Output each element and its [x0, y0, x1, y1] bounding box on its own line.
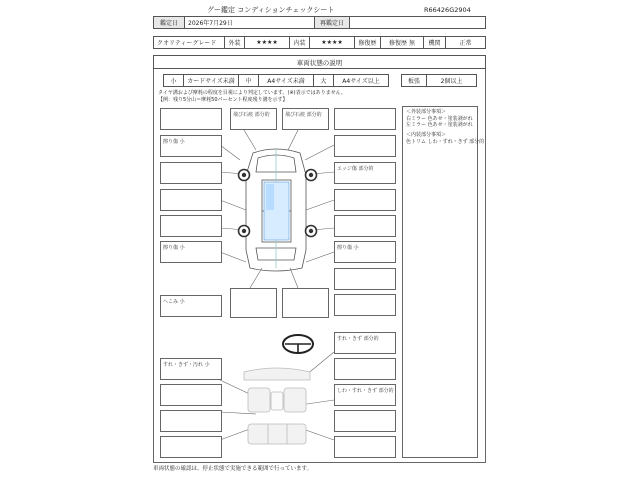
- damage-label-left-dent: へこみ 小: [163, 299, 185, 305]
- damage-box-left-4: [160, 189, 222, 211]
- damage-label-interior-wrinkle: しわ・すれ・きず 部分的: [337, 388, 394, 394]
- damage-box-right-2: [334, 135, 396, 157]
- damage-box-right-4: [334, 189, 396, 211]
- damage-box-left-8: [160, 384, 222, 406]
- damage-box-left-dent: [160, 295, 222, 317]
- damage-box-right-7: [334, 268, 396, 290]
- damage-label-top-b: 飛び石痕 部分的: [285, 112, 322, 118]
- remarks-interior-1: 色トリム しわ・すれ・きず 部分的: [406, 139, 485, 145]
- size-large-desc: A4サイズ以上: [333, 74, 389, 87]
- damage-box-left-10: [160, 436, 222, 458]
- damage-box-right-8: [334, 294, 396, 316]
- damage-label-left-upper: 擦り傷 小: [163, 139, 185, 145]
- damage-box-bottom-a: [230, 288, 277, 318]
- section-title: 車両状態の説明: [153, 55, 486, 69]
- damage-box-bottom-b: [282, 288, 329, 318]
- size-small-label: 小: [163, 74, 184, 87]
- damage-label-right-lower: 擦り傷 小: [337, 245, 359, 251]
- damage-label-right-mid: エッジ傷 部分的: [337, 166, 374, 172]
- repair-history-label: 修復歴: [354, 36, 381, 49]
- damage-box-right-3: [334, 162, 396, 184]
- damage-box-interior-wrinkle: [334, 384, 396, 406]
- damage-label-interior-stain: すれ・きず・汚れ 小: [163, 362, 210, 368]
- size-large-label: 大: [313, 74, 334, 87]
- mechanical-label: 機関: [423, 36, 446, 49]
- damage-box-right-13: [334, 436, 396, 458]
- interior-rating: ★★★★: [309, 36, 355, 49]
- reappraisal-label: 再鑑定日: [314, 16, 350, 29]
- damage-label-right-scratch: すれ・きず 部分的: [337, 336, 379, 342]
- remarks-interior-header: ＜内装部分事項＞: [406, 132, 447, 138]
- remarks-exterior-header: ＜外装部分事項＞: [406, 109, 447, 115]
- size-small-desc: カードサイズ未満: [183, 74, 239, 87]
- damage-box-left-2: [160, 135, 222, 157]
- repair-history-value: 修復歴 無: [380, 36, 424, 49]
- interior-label: 内装: [289, 36, 310, 49]
- damage-box-top-a: [230, 108, 277, 130]
- quality-grade-label: クオリティーグレード: [153, 36, 225, 49]
- damage-label-top-a: 飛び石痕 部分的: [233, 112, 270, 118]
- tire-note-line1: タイヤ溝および摩耗の程度を目視により判定しています。(※)表示ではありません。: [158, 90, 346, 96]
- appraisal-date-label: 鑑定日: [153, 16, 185, 29]
- damage-box-interior-stain: [160, 358, 222, 380]
- footer-note: 車両状態の確認は、停止状態で実施できる範囲で行っています。: [153, 466, 313, 472]
- tire-note-line2: 【例：残り5分山＝摩耗50パーセント程度残り溝を示す】: [158, 97, 288, 103]
- sheet-id: R66426G2904: [424, 6, 471, 14]
- panel-label: 板張: [401, 74, 427, 87]
- damage-box-left-9: [160, 410, 222, 432]
- damage-box-left-3: [160, 162, 222, 184]
- appraisal-date-value: 2026年7月29日: [184, 16, 315, 29]
- size-medium-label: 中: [238, 74, 259, 87]
- damage-box-left-6: [160, 241, 222, 263]
- damage-box-right-10: [334, 358, 396, 380]
- mechanical-value: 正常: [445, 36, 486, 49]
- steering-wheel-icon: [283, 335, 313, 353]
- damage-box-left-1: [160, 108, 222, 130]
- panel-desc: 2個以上: [426, 74, 477, 87]
- sheet-title: グー鑑定 コンディションチェックシート: [207, 6, 335, 14]
- damage-box-top-b: [282, 108, 329, 130]
- damage-box-right-6: [334, 241, 396, 263]
- exterior-label: 外装: [224, 36, 245, 49]
- remarks-panel: [402, 106, 485, 458]
- damage-box-right-12: [334, 410, 396, 432]
- damage-label-left-mid: 擦り傷 小: [163, 245, 185, 251]
- size-medium-desc: A4サイズ未満: [258, 74, 314, 87]
- exterior-rating: ★★★★: [244, 36, 290, 49]
- remarks-exterior-2: 左ミラー 色あせ・塗装剥がれ: [406, 122, 473, 128]
- damage-box-right-5: [334, 215, 396, 237]
- remarks-exterior-1: 右ミラー 色あせ・塗装剥がれ: [406, 116, 473, 122]
- damage-box-right-1: [334, 108, 396, 130]
- damage-box-left-5: [160, 215, 222, 237]
- damage-box-right-scratch: [334, 332, 396, 354]
